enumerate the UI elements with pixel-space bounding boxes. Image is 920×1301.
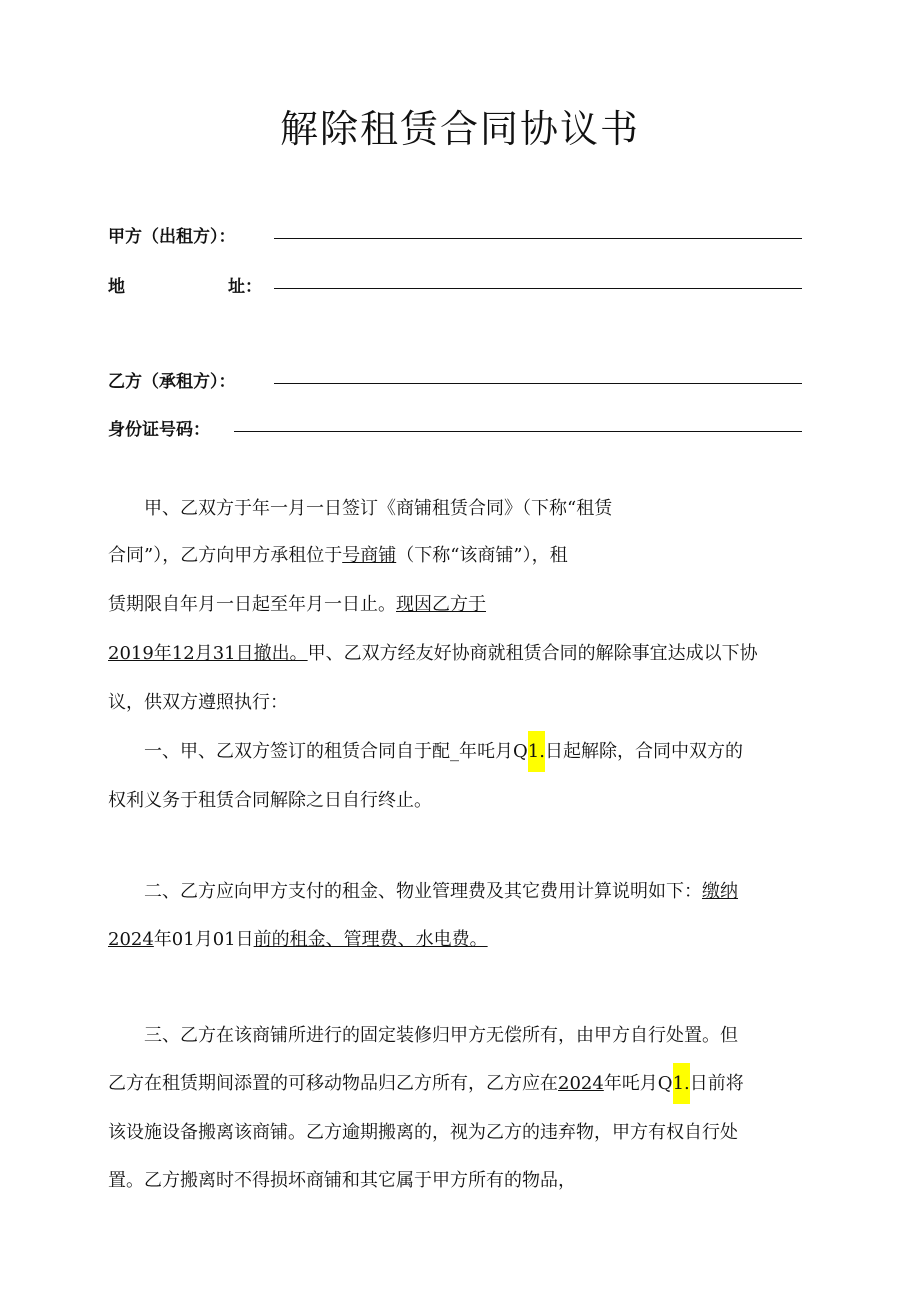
clause3-line4: 置。乙方搬离时不得损坏商铺和其它属于甲方所有的物品， [108,1170,576,1191]
clause1-line1-c: 日起解除，合同中双方的 [544,741,743,762]
clause2-line1-a: 二、乙方应向甲方支付的租金、物业管理费及其它费用计算说明如下： [144,881,702,902]
party-a-label: 甲方（出租方）： [108,227,236,247]
clause1-line1 [144,743,743,761]
clause1-line2: 权利义务于租赁合同解除之日自行终止。 [108,790,432,811]
clause3-line2-c: 年吒月Q [603,1073,673,1094]
id-number-blank[interactable] [234,431,802,432]
clause2-year: 2024 [108,929,154,950]
clause3-line2-e: 日前将 [689,1073,744,1094]
para1-line5: 议，供双方遵照执行： [108,692,288,713]
clause2-line2 [108,931,488,949]
clause3-line1: 三、乙方在该商铺所进行的固定装修归甲方无偿所有，由甲方自行处置。但 [144,1025,738,1046]
clause3-highlight: 1. [673,1063,690,1104]
para1-line2-c: （下称“该商铺”），租 [396,545,568,566]
shop-number: 号商铺 [342,545,397,566]
para1-line4-b: 甲、乙双方经友好协商就租赁合同的解除事宜达成以下协 [307,643,758,664]
clause3-year: 2024 [558,1073,604,1094]
para1-line2-a: 合同”），乙方向甲方承租位于 [108,545,343,566]
clause2-date: 年01月01日 [153,929,254,950]
party-b-blank[interactable] [274,383,802,384]
clause2-line1-b: 缴纳 [702,881,738,902]
address-label-2: 址： [228,277,262,297]
para1-line2 [108,547,568,565]
clause1-line1-a: 一、甲、乙双方签订的租赁合同自于配_年吒月Q [144,741,528,762]
clause1-highlight: 1. [528,731,545,772]
document-title: 解除租赁合同协议书 [279,107,640,151]
address-label-1: 地 [108,277,125,297]
para1-line1: 甲、乙双方于年一月一日签订《商铺租赁合同》（下称“租赁 [144,498,613,519]
id-number-label: 身份证号码： [108,420,210,440]
clause3-line2-a: 乙方在租赁期间添置的可移动物品归乙方所有，乙方应在 [108,1073,558,1094]
party-a-blank[interactable] [274,238,802,239]
clause2-fees: 前的租金、管理费、水电费。 [253,929,488,950]
clause3-line2 [108,1075,744,1093]
party-b-label: 乙方（承租方）： [108,372,236,392]
para1-line3 [108,596,486,614]
clause2-line1 [144,883,738,901]
move-out-date: 2019年12月31日撤出。 [108,643,308,664]
para1-line3-a: 赁期限自年月一日起至年月一日止。 [108,594,396,615]
para1-line4 [108,645,758,663]
clause3-line3: 该设施设备搬离该商铺。乙方逾期搬离的，视为乙方的违弃物，甲方有权自行处 [108,1122,738,1143]
address-blank[interactable] [274,288,802,289]
para1-line3-b: 现因乙方于 [396,594,486,615]
